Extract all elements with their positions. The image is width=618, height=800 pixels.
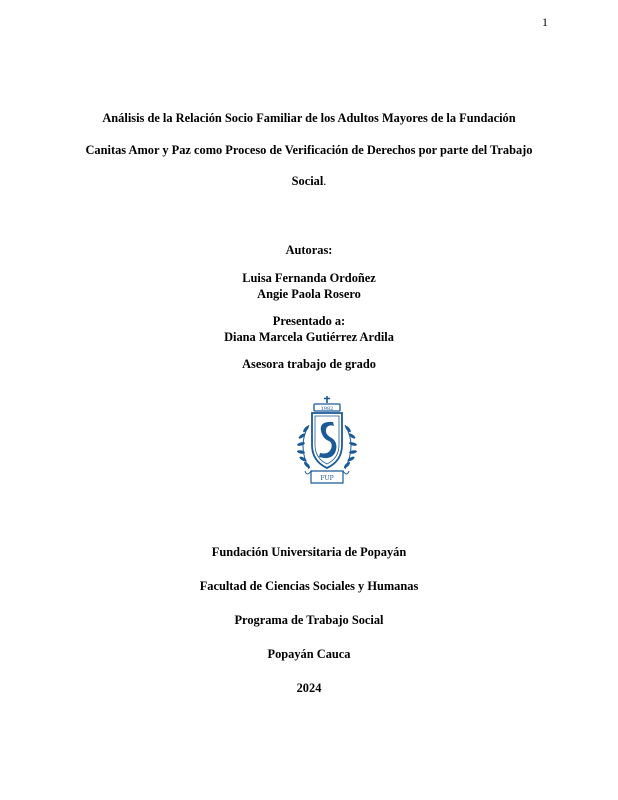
author-name-2: Angie Paola Rosero [257,287,361,301]
crest-acronym: FUP [320,475,334,482]
title-line-3 [72,166,546,198]
advisor-role: Asesora trabajo de grado [242,357,376,371]
author-name-1: Luisa Fernanda Ordoñez [242,271,376,285]
program-name: Programa de Trabajo Social [234,613,384,627]
title-line-3-text: Social [291,174,324,188]
crest-year: 1982 [320,405,334,412]
page-number: 1 [542,15,548,29]
title-period: . [323,174,327,188]
presented-to-heading: Presentado a: [272,314,346,328]
title-line-2: Canitas Amor y Paz como Proceso de Verificación de Derechos por parte del Trabajo [85,142,533,157]
university-crest-logo [289,395,365,495]
university-name: Fundación Universitaria de Popayán [211,545,407,559]
title-line-1: Análisis de la Relación Socio Familiar de los Adultos Mayores de la Fundación [102,111,516,125]
authors-heading: Autoras: [285,243,333,257]
advisor-name: Diana Marcela Gutiérrez Ardila [224,330,394,344]
city-name: Popayán Cauca [267,647,351,661]
document-title [72,103,546,198]
faculty-name: Facultad de Ciencias Sociales y Humanas [199,579,419,593]
publication-year: 2024 [296,681,322,695]
